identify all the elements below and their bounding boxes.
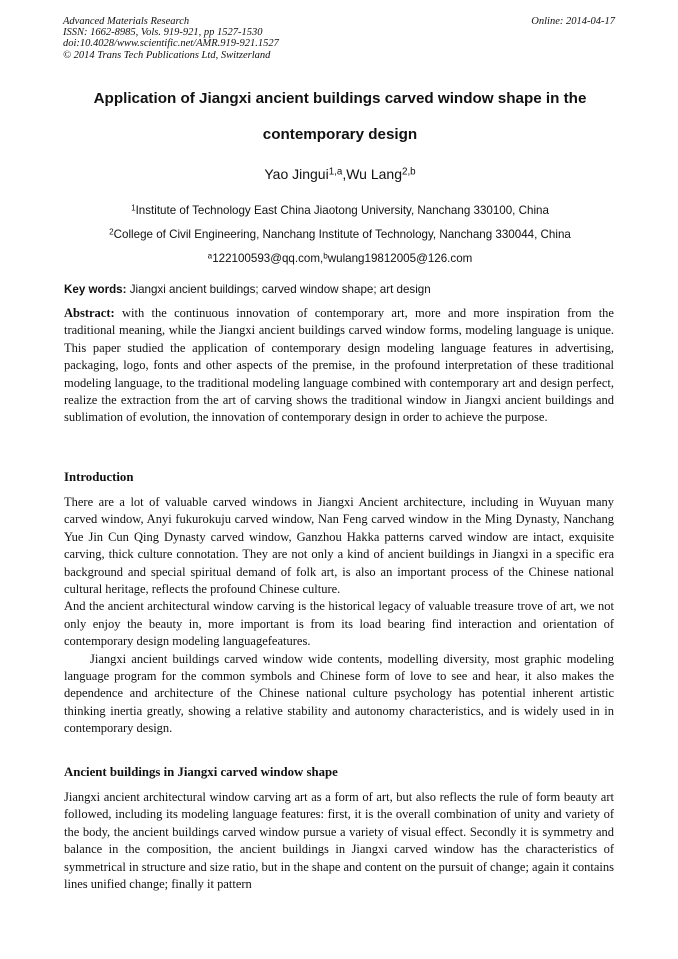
keywords-label: Key words:	[64, 283, 127, 296]
journal-header	[63, 16, 279, 61]
abstract-label: Abstract:	[64, 306, 115, 320]
affiliation-1-text: Institute of Technology East China Jiaotong University, Nanchang 330100, China	[135, 204, 549, 217]
affiliation-2-sup: 2	[109, 227, 114, 237]
affiliation-1	[40, 204, 640, 217]
keywords-text: Jiangxi ancient buildings; carved window shape; art design	[126, 283, 431, 296]
affiliation-2	[40, 228, 640, 241]
introduction-paragraph-2: And the ancient architectural window carving is the historical legacy of valuable treasure trove of art, we not only enjoy the beauty in, more important is from its load bearing find interaction and orientation of contemporary design modeling languagefeatures.	[64, 599, 614, 649]
issn-line: ISSN: 1662-8985, Vols. 919-921, pp 1527-1530	[63, 27, 263, 39]
doi-line: doi:10.4028/www.scientific.net/AMR.919-921.1527	[63, 38, 279, 50]
introduction-heading: Introduction	[64, 470, 134, 484]
authors	[60, 166, 620, 182]
section-2-body	[64, 789, 614, 893]
email-b: wulang19812005@126.com	[327, 252, 473, 265]
copyright-line: © 2014 Trans Tech Publications Ltd, Switzerland	[63, 49, 271, 61]
affiliation-1-sup: 1	[131, 203, 136, 213]
paper-title-line-2: contemporary design	[262, 126, 418, 143]
email-a: 122100593@qq.com,	[212, 252, 324, 265]
abstract-text: with the continuous innovation of contemporary art, more and more inspiration from the traditional meaning, while the Jiangxi ancient buildings carved window forms, modeling language is unique. This paper studied the application of contemporary design modeling language features in advertising, packaging, logo, fonts and other aspects of the premise, in the profound interpretation of these traditional modeling language, to the traditional modeling language combined with contemporary art and design perfect, realize the extraction from the art of carving shows the traditional window in Jiangxi ancient buildings and sublimation of evolution, the innovation of contemporary design in order to achieve the purpose.	[64, 306, 614, 425]
email-b-sup: b	[323, 251, 328, 261]
online-date: Online: 2014-04-17	[531, 16, 615, 27]
section-2-paragraph-1: Jiangxi ancient architectural window carving art as a form of art, but also reflects the rule of form beauty art followed, including its modeling language features: first, it is the overall combination of unity and variety of the body, the ancient buildings carved window pursue a variety of visual effect. Secondly it is symmetry and balance in the composition, the ancient buildings in Jiangxi carved window has the characteristics of symmetrical in structure and size ratio, but in the shape and content on the pursuit of change; again it contains lines unified change; finally it pattern	[64, 790, 614, 892]
keywords	[64, 283, 431, 296]
abstract	[64, 305, 614, 427]
emails	[40, 252, 640, 265]
introduction-body	[64, 494, 614, 738]
author-1: Yao Jingui	[264, 166, 329, 182]
author-2: ,Wu Lang	[342, 166, 402, 182]
journal-name: Advanced Materials Research	[63, 16, 190, 27]
author-1-sup: 1,a	[328, 166, 343, 178]
email-a-sup: a	[207, 251, 213, 261]
section-2-heading: Ancient buildings in Jiangxi carved window shape	[64, 765, 338, 779]
author-2-sup: 2,b	[402, 166, 416, 178]
introduction-paragraph-3: Jiangxi ancient buildings carved window wide contents, modelling diversity, most graphic modeling language program for the common symbols and Chinese form of love to see and hear, it also makes the dependence and architecture of the Chinese national culture psychology has potential inherent artistic thinking inertia greatly, showing a relative stability and autonomy characteristics, and is widely used in in contemporary design.	[64, 651, 614, 736]
affiliation-2-text: College of Civil Engineering, Nanchang Institute of Technology, Nanchang 330044, China	[113, 228, 571, 241]
paper-title-line-1: Application of Jiangxi ancient buildings carved window shape in the	[93, 90, 587, 107]
introduction-paragraph-1: There are a lot of valuable carved windows in Jiangxi Ancient architecture, including in Wuyuan many carved window, Anyi fukurokuju carved window, Nan Feng carved window in the Ming Dynasty, Nanchang Yue Jin Cun Qing Dynasty carved window, Ganzhou Hakka patterns carved window are intact, exquisite carving, thick culture connotation. They are not only a kind of ancient buildings in Jiangxi in a specific era background and special spiritual demand of folk art, is also an important process of the Chinese national cultural heritage, reflects the profound Chinese culture.	[64, 495, 614, 597]
